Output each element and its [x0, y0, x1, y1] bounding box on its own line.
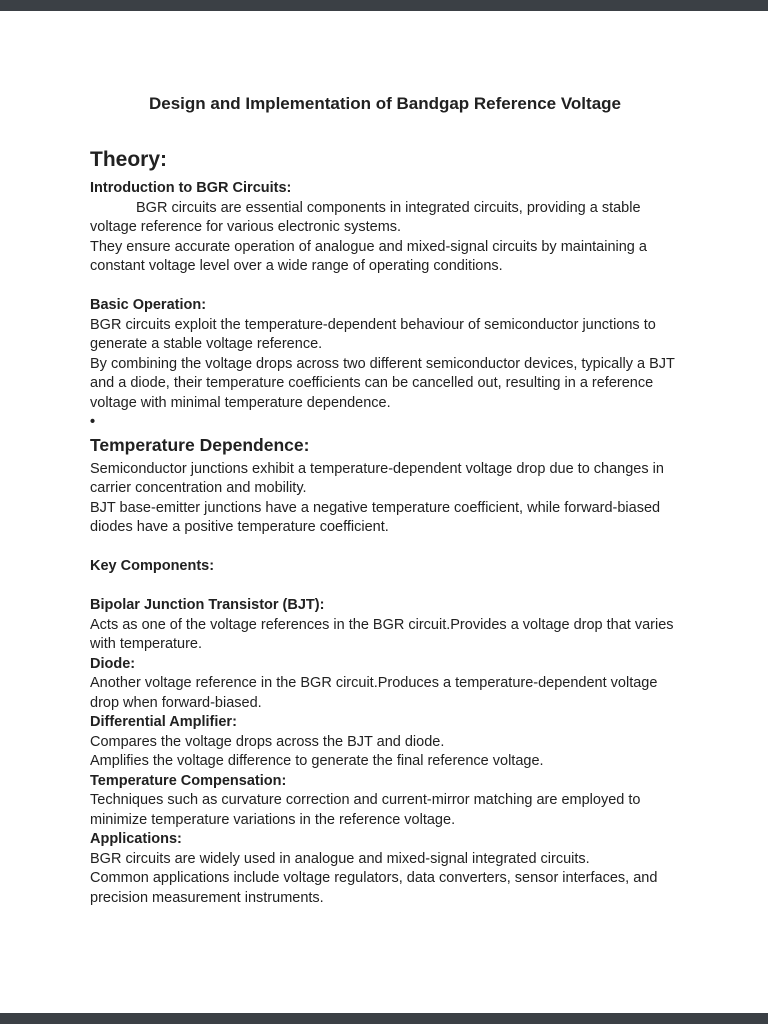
viewer-top-bar — [0, 0, 768, 11]
section-heading: Bipolar Junction Transistor (BJT): — [90, 597, 325, 613]
paragraph: BGR circuits exploit the temperature-dependent behaviour of semiconductor junctions to generate a stable voltage reference. — [90, 316, 656, 352]
major-heading: Temperature Dependence: — [90, 434, 310, 455]
spacer — [90, 277, 680, 297]
section-heading: Differential Amplifier: — [90, 714, 237, 730]
document-body — [0, 11, 768, 908]
paragraph: Amplifies the voltage difference to generate the final reference voltage. — [90, 753, 544, 769]
section-heading: Key Components: — [90, 558, 215, 574]
major-heading: Theory: — [90, 148, 168, 171]
paragraph: Compares the voltage drops across the BJT and diode. — [90, 733, 445, 750]
spacer — [90, 538, 680, 558]
paragraph: Acts as one of the voltage references in the BGR circuit.Provides a voltage drop that varies with temperature. — [90, 616, 674, 652]
document-page — [0, 11, 768, 1013]
section-heading: Introduction to BGR Circuits: — [90, 180, 292, 196]
spacer — [90, 577, 680, 597]
paragraph: By combining the voltage drops across two different semiconductor devices, typically a BJT and a diode, their temperature coefficients can be cancelled out, resulting in a reference voltage with minimal temperature dependence. — [90, 355, 675, 411]
section-heading: Applications: — [90, 831, 182, 847]
bullet-marker: • — [90, 414, 96, 430]
document-title: Design and Implementation of Bandgap Reference Voltage — [149, 94, 621, 113]
viewer-bottom-bar — [0, 1013, 768, 1024]
section-heading: Basic Operation: — [90, 297, 207, 313]
paragraph: BGR circuits are essential components in integrated circuits, providing a stable voltage reference for various electronic systems. — [90, 199, 641, 235]
paragraph: Techniques such as curvature correction and current-mirror matching are employed to minimize temperature variations in the reference voltage. — [90, 792, 641, 828]
paragraph: They ensure accurate operation of analogue and mixed-signal circuits by maintaining a constant voltage level over a wide range of operating conditions. — [90, 238, 647, 274]
paragraph: BJT base-emitter junctions have a negative temperature coefficient, while forward-biased diodes have a positive temperature coefficient. — [90, 499, 661, 535]
section-heading: Temperature Compensation: — [90, 772, 287, 789]
paragraph: Another voltage reference in the BGR circuit.Produces a temperature-dependent voltage drop when forward-biased. — [90, 675, 658, 711]
paragraph: BGR circuits are widely used in analogue and mixed-signal integrated circuits. — [90, 850, 590, 867]
paragraph: Common applications include voltage regulators, data converters, sensor interfaces, and precision measurement instruments. — [90, 870, 658, 906]
section-heading: Diode: — [90, 655, 136, 672]
paragraph: Semiconductor junctions exhibit a temperature-dependent voltage drop due to changes in carrier concentration and mobility. — [90, 460, 664, 496]
